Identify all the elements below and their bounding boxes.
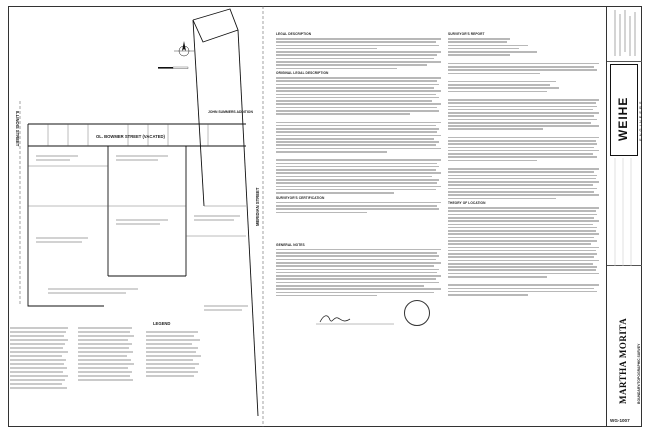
notes-column-left [276, 30, 444, 415]
firm-name: WEIHE [616, 96, 630, 141]
theory-of-location-heading: THEORY OF LOCATION [448, 201, 486, 206]
general-notes-heading: GENERAL NOTES [276, 242, 305, 247]
sheet-number: WG-1007 [610, 418, 630, 423]
project-subtitle: BOUNDARY/TOPOGRAPHIC SURVEY [637, 343, 641, 404]
firm-logo [610, 64, 643, 156]
legal-description-heading: LEGAL DESCRIPTION [276, 32, 312, 36]
interior-lot-lines [28, 124, 246, 236]
surveyors-certification-text [276, 202, 444, 213]
original-legal-description-text [276, 77, 444, 194]
firm-contact-lines [607, 6, 642, 62]
firm-subtitle: ENGINEERS [638, 99, 643, 141]
project-title-block [607, 266, 642, 416]
graphic-scale [158, 67, 188, 69]
theory-of-location-text [448, 207, 602, 296]
surveyor-signature [314, 312, 404, 326]
legal-description-text [276, 38, 444, 69]
revision-block [607, 158, 642, 266]
north-arrow [174, 41, 194, 56]
survey-report-heading: SURVEYOR'S REPORT [448, 32, 485, 36]
legend-title: LEGEND [153, 321, 171, 326]
original-legal-description-heading: ORIGINAL LEGAL DESCRIPTION [276, 71, 329, 76]
general-notes-text [276, 249, 444, 297]
street-label-right: MERIDIAN STREET [255, 187, 260, 226]
firm-contact-block [607, 6, 642, 62]
plat-annotations [36, 156, 248, 310]
notes-column-right [448, 30, 602, 415]
surveyor-seal [404, 300, 430, 326]
surveyors-certification-heading: SURVEYOR'S CERTIFICATION [276, 195, 325, 200]
title-block [606, 6, 642, 427]
plat-drawing [8, 6, 268, 427]
parcel-boundary [28, 9, 258, 416]
survey-report-text [448, 38, 602, 199]
legend-block [10, 321, 201, 388]
street-label-center: OL. BOWMER STREET (VACATED) [96, 134, 165, 139]
project-title: MARTHA MORITA [618, 317, 628, 404]
street-labels [15, 110, 260, 226]
revision-lines [607, 158, 642, 266]
addition-label-top: JOHN SUMMERS ADDITION [208, 110, 253, 114]
street-label-left: ILLINOIS STREET [15, 111, 20, 147]
